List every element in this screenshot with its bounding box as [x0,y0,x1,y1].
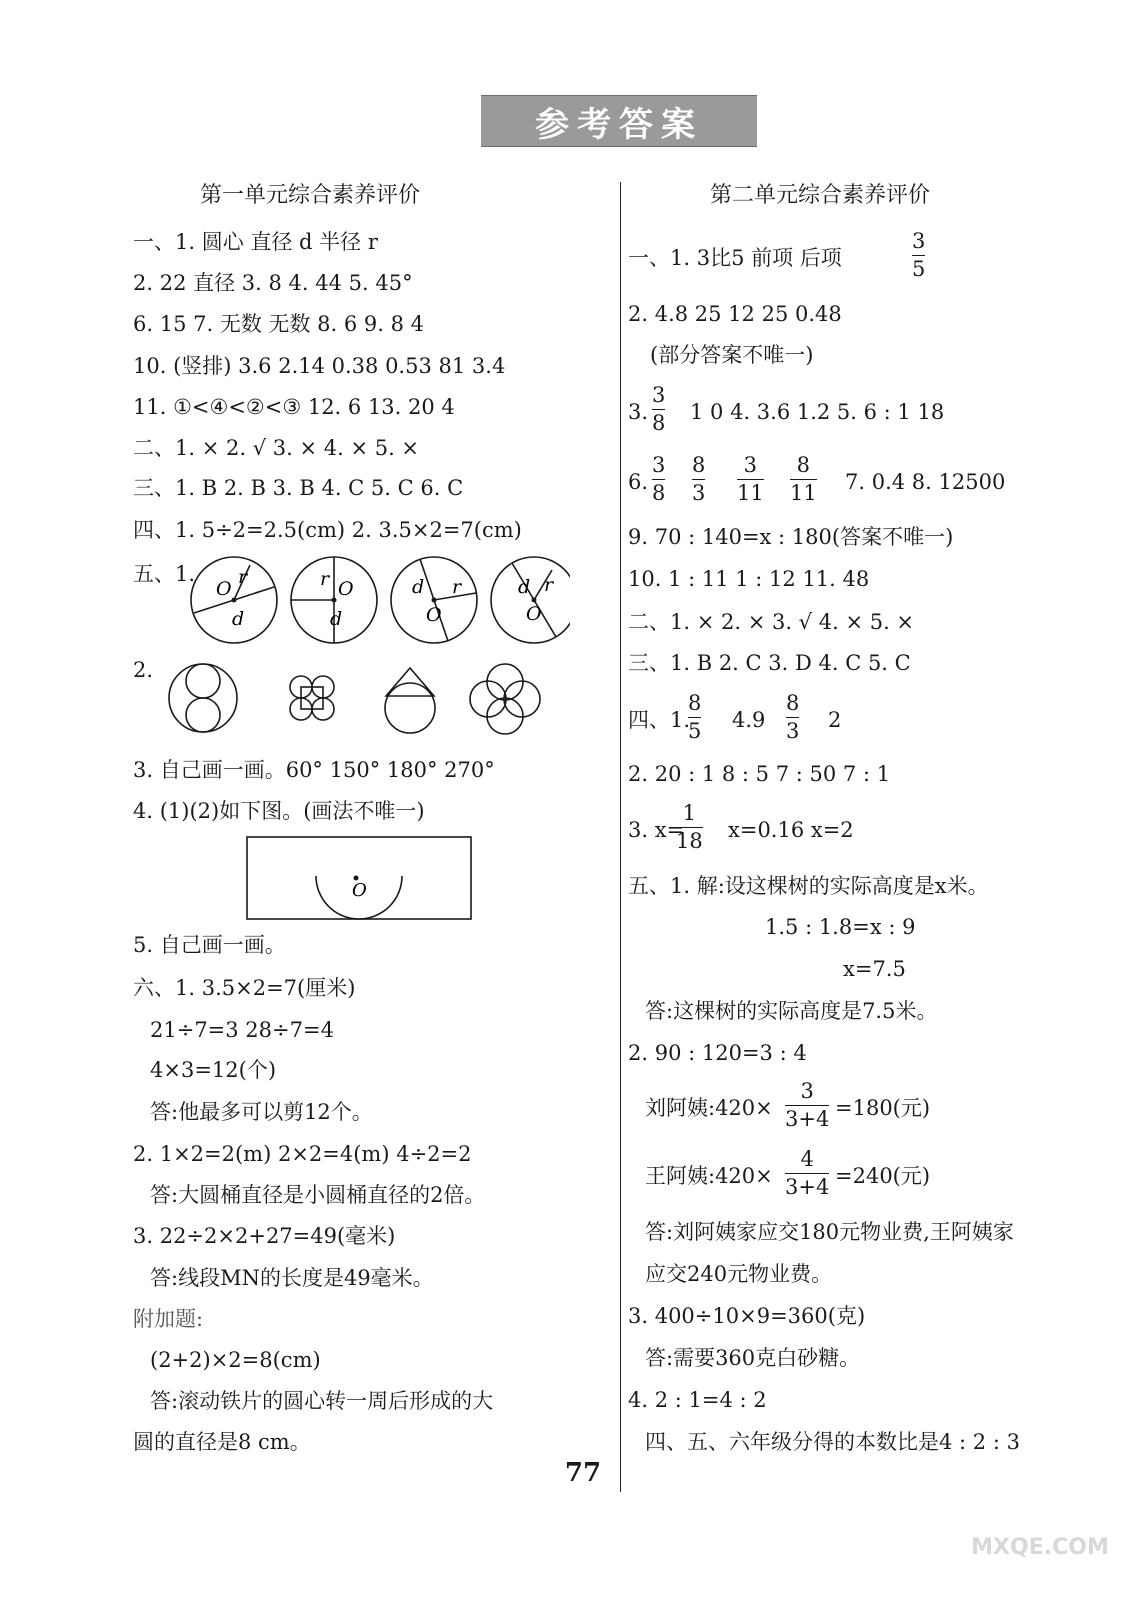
right-line: 四、1. [628,708,691,732]
right-section-title: 第二单元综合素养评价 [709,183,930,208]
fraction: 3 11 [737,453,764,506]
left-line: 一、1. 圆心 直径 d 半径 r [133,230,378,254]
left-line: 圆的直径是8 cm。 [133,1430,311,1454]
left-section-title: 第一单元综合素养评价 [199,183,420,208]
right-line: 2. 90 : 120=3 : 4 [628,1041,807,1065]
right-line: 9. 70 : 140=x : 180(答案不唯一) [628,525,954,549]
right-line: 10. 1 : 11 1 : 12 11. 48 [628,567,870,591]
right-line: 答:刘阿姨家应交180元物业费,王阿姨家 [645,1220,1014,1244]
label-d: d [232,608,245,630]
right-line: (部分答案不唯一) [650,343,814,367]
right-line: 三、1. B 2. C 3. D 4. C 5. C [628,651,911,675]
left-line: 3. 22÷2×2+27=49(毫米) [133,1224,396,1248]
right-line: x=0.16 x=2 [728,818,854,842]
label-o: O [338,578,354,600]
left-line: 答:他最多可以剪12个。 [150,1100,373,1124]
answer-title: 参考答案 [535,104,703,145]
left-line: 2. 1×2=2(m) 2×2=4(m) 4÷2=2 [133,1142,472,1166]
label-d: d [412,576,425,598]
right-line: 四、五、六年级分得的本数比是4 : 2 : 3 [645,1430,1020,1454]
left-line: 2. 22 直径 3. 8 4. 44 5. 45° [133,271,413,295]
left-line: 2. [133,658,154,682]
fraction: 8 5 [688,691,702,744]
left-line: 六、1. 3.5×2=7(厘米) [133,976,356,1000]
left-line: (2+2)×2=8(cm) [150,1348,321,1372]
right-line: x=7.5 [843,957,906,981]
column-divider [620,182,621,1492]
right-line: 刘阿姨:420× [645,1096,773,1120]
fraction: 8 11 [790,453,817,506]
left-line: 21÷7=3 28÷7=4 [150,1018,334,1042]
right-line: 3. x= [628,818,685,842]
fraction: 3 5 [912,229,926,282]
label-r: r [544,574,554,596]
right-line: 4. 2 : 1=4 : 2 [628,1388,767,1412]
right-line: 二、1. × 2. × 3. √ 4. × 5. × [628,610,915,634]
fraction: 3 8 [652,383,666,436]
left-line: 附加题: [133,1307,204,1331]
right-line: =180(元) [835,1096,931,1120]
left-line: 五、1. [133,562,196,586]
circle-diagrams [190,555,570,655]
left-line: 答:大圆桶直径是小圆桶直径的2倍。 [150,1183,486,1207]
label-r: r [320,568,330,590]
fraction: 1 18 [676,801,703,854]
right-line: 2 [828,708,842,732]
right-line: 1.5 : 1.8=x : 9 [765,915,916,939]
right-line: 3. [628,400,649,424]
label-r: r [452,576,462,598]
left-line: 三、1. B 2. B 3. B 4. C 5. C 6. C [133,476,464,500]
right-line: 7. 0.4 8. 12500 [845,470,1006,494]
right-line: 1 0 4. 3.6 1.2 5. 6 : 1 18 [690,400,945,424]
left-line: 答:线段MN的长度是49毫米。 [150,1266,434,1290]
left-line: 4. (1)(2)如下图。(画法不唯一) [133,799,425,823]
left-line: 11. ①<④<②<③ 12. 6 13. 20 4 [133,395,455,419]
watermark: MXQE.COM [971,1535,1109,1560]
right-line: 五、1. 解:设这棵树的实际高度是x米。 [628,874,989,898]
left-line: 10. (竖排) 3.6 2.14 0.38 0.53 81 3.4 [133,354,506,378]
right-line: 6. [628,470,649,494]
fraction: 3 3+4 [785,1079,830,1132]
fraction: 3 8 [652,453,666,506]
label-r: r [238,566,248,588]
right-line: 应交240元物业费。 [645,1262,833,1286]
fraction: 8 3 [692,453,706,506]
right-line: 答:这棵树的实际高度是7.5米。 [645,999,938,1023]
label-d: d [330,608,343,630]
left-line: 6. 15 7. 无数 无数 8. 6 9. 8 4 [133,312,425,336]
label-o: O [352,880,367,901]
fraction: 8 3 [786,691,800,744]
right-line: 一、1. 3比5 前项 后项 [628,246,842,270]
right-line: 4.9 [732,708,766,732]
right-line: 2. 4.8 25 12 25 0.48 [628,302,842,326]
label-o: O [526,603,542,625]
page-number: 77 [564,1458,602,1488]
left-line: 5. 自己画一画。 [133,933,286,957]
label-d: d [518,576,531,598]
left-line: 3. 自己画一画。60° 150° 180° 270° [133,758,495,782]
right-line: 2. 20 : 1 8 : 5 7 : 50 7 : 1 [628,762,891,786]
label-o: O [426,604,442,626]
right-line: =240(元) [835,1164,931,1188]
right-line: 答:需要360克白砂糖。 [645,1346,861,1370]
answer-title-banner [481,95,757,147]
left-line: 二、1. × 2. √ 3. × 4. × 5. × [133,436,420,460]
right-line: 王阿姨:420× [645,1164,773,1188]
semicircle-figure [246,836,472,920]
right-line: 3. 400÷10×9=360(克) [628,1304,866,1328]
left-line: 四、1. 5÷2=2.5(cm) 2. 3.5×2=7(cm) [133,518,522,542]
label-o: O [216,578,232,600]
left-line: 4×3=12(个) [150,1058,277,1082]
fraction: 4 3+4 [785,1147,830,1200]
pattern-figures [165,660,555,740]
left-line: 答:滚动铁片的圆心转一周后形成的大 [150,1389,494,1413]
